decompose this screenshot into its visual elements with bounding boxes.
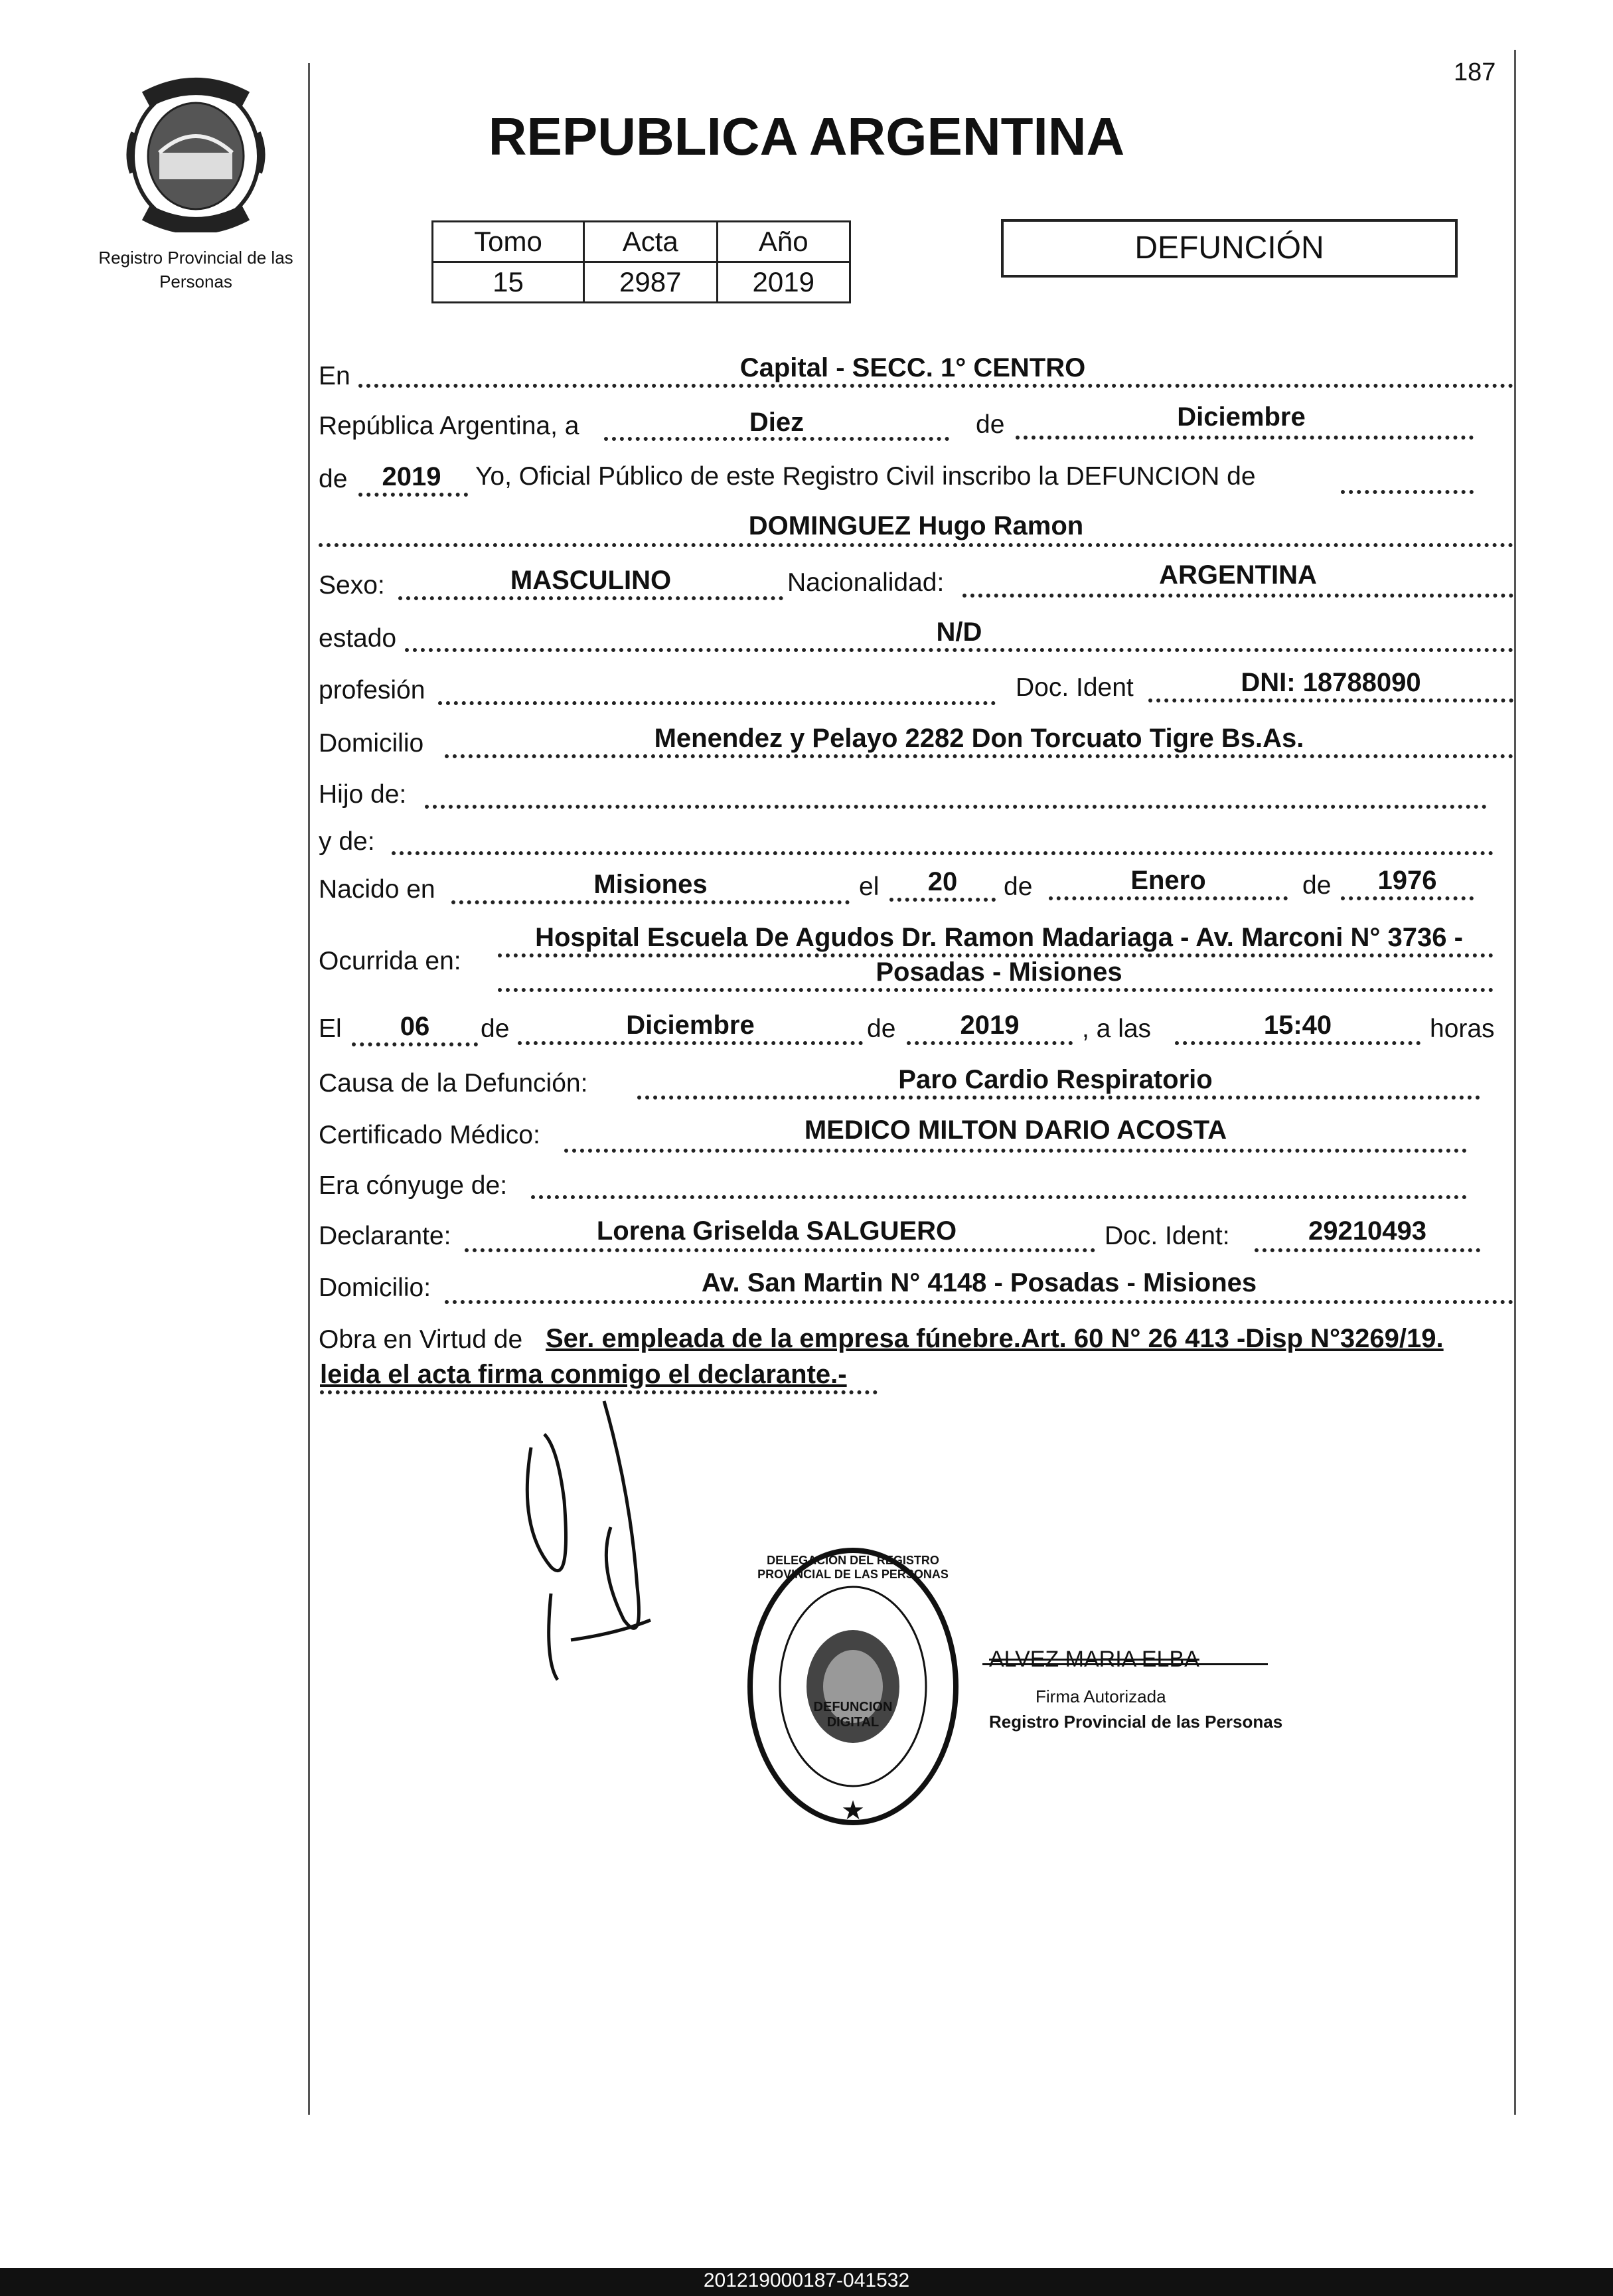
year-value: 2019: [382, 462, 441, 491]
month-value: Diciembre: [1177, 402, 1306, 432]
decl-doc-line: [1255, 1248, 1480, 1252]
obra-label: Obra en Virtud de: [319, 1325, 523, 1354]
ano-header: Año: [717, 222, 850, 262]
death-month-line: [518, 1041, 863, 1045]
de-label-2: de: [319, 465, 348, 493]
yde-label: y de:: [319, 827, 375, 856]
sexo-value: MASCULINO: [510, 566, 672, 595]
conyuge-line: [531, 1195, 1467, 1199]
decl-domicilio-value: Av. San Martin N° 4148 - Posadas - Misiones: [701, 1268, 1257, 1297]
profesion-label: profesión: [319, 676, 425, 704]
ocurrida-line-1: Hospital Escuela De Agudos Dr. Ramon Madariaga - Av. Marconi N° 3736 -: [535, 923, 1463, 952]
death-time-line: [1175, 1041, 1421, 1045]
de-label-6: de: [867, 1015, 896, 1043]
causa-value: Paro Cardio Respiratorio: [898, 1065, 1213, 1094]
domicilio-label: Domicilio: [319, 729, 424, 758]
certificado-value: MEDICO MILTON DARIO ACOSTA: [804, 1115, 1227, 1145]
ocurrida-label: Ocurrida en:: [319, 947, 461, 975]
ocurrida-dots-2: [498, 988, 1494, 992]
right-border-line: [1514, 50, 1516, 2115]
republica-label: República Argentina, a: [319, 412, 579, 440]
en-value: Capital - SECC. 1° CENTRO: [739, 353, 1086, 382]
hijo-label: Hijo de:: [319, 780, 407, 809]
left-border-line: [308, 63, 310, 2115]
ocurrida-line-2: Posadas - Misiones: [876, 957, 1122, 987]
causa-label: Causa de la Defunción:: [319, 1069, 588, 1098]
acta-value: 2987: [584, 262, 717, 303]
decl-domicilio-line: [445, 1300, 1513, 1304]
certificado-label: Certificado Médico:: [319, 1121, 540, 1149]
name-line: [319, 543, 1513, 547]
sexo-line: [398, 596, 783, 600]
birth-month-line: [1049, 896, 1288, 900]
stamp-official-name: ALVEZ MARIA ELBA: [989, 1647, 1199, 1672]
day-value: Diez: [749, 408, 805, 437]
alas-label: , a las: [1082, 1015, 1152, 1043]
statement-line: [1341, 490, 1474, 494]
decl-doc-label: Doc. Ident:: [1105, 1222, 1230, 1250]
footer-code: 201219000187-041532: [703, 2269, 910, 2291]
yde-line: [392, 851, 1494, 855]
obra-value: Ser. empleada de la empresa fúnebre.Art. 60 N° 26 413 -Disp N°3269/19.: [546, 1324, 1444, 1353]
causa-line: [637, 1096, 1480, 1100]
estado-line: [405, 648, 1513, 652]
doc-type: DEFUNCIÓN: [1134, 230, 1324, 266]
doc-type-box: [1001, 219, 1458, 278]
stamp-underline: [982, 1663, 1268, 1665]
de-label-5: de: [481, 1015, 510, 1043]
official-stamp: [743, 1540, 962, 1833]
stamp-firma-label: Firma Autorizada: [1036, 1686, 1166, 1706]
declarante-line: [465, 1248, 1095, 1252]
de-label-1: de: [976, 410, 1005, 439]
ano-value: 2019: [717, 262, 850, 303]
sexo-label: Sexo:: [319, 571, 385, 600]
leida-value: leida el acta firma conmigo el declarante.-: [320, 1360, 847, 1389]
tomo-header: Tomo: [433, 222, 584, 262]
death-month: Diciembre: [626, 1011, 755, 1040]
birth-day-line: [889, 898, 996, 902]
registry-name: Registro Provincial de las Personas: [98, 248, 293, 291]
birth-year-line: [1341, 896, 1474, 900]
acta-header: Acta: [584, 222, 717, 262]
nacionalidad-value: ARGENTINA: [1159, 560, 1317, 590]
provincial-seal: [119, 73, 272, 232]
page-title: REPUBLICA ARGENTINA: [488, 107, 1125, 166]
year-line: [358, 493, 468, 497]
nacido-label: Nacido en: [319, 875, 435, 904]
month-line: [1016, 436, 1474, 440]
docident-line: [1148, 698, 1513, 702]
el2-label: El: [319, 1015, 342, 1043]
signature: [511, 1394, 677, 1686]
de-label-4: de: [1302, 871, 1332, 900]
death-day: 06: [400, 1012, 430, 1041]
docident-label: Doc. Ident: [1016, 673, 1134, 702]
nacionalidad-label: Nacionalidad:: [787, 568, 945, 597]
decl-doc-value: 29210493: [1308, 1216, 1426, 1246]
conyuge-label: Era cónyuge de:: [319, 1171, 508, 1200]
el-label: el: [859, 872, 880, 901]
declarante-value: Lorena Griselda SALGUERO: [596, 1216, 957, 1246]
deceased-name: DOMINGUEZ Hugo Ramon: [748, 511, 1084, 540]
de-label-3: de: [1004, 872, 1033, 901]
en-line: [358, 384, 1513, 388]
estado-value: N/D: [936, 617, 982, 647]
docident-value: DNI: 18788090: [1241, 668, 1421, 697]
nacido-line: [451, 900, 850, 904]
hijo-line: [425, 805, 1487, 809]
stamp-registro-label: Registro Provincial de las Personas: [989, 1712, 1283, 1732]
domicilio-line: [445, 754, 1513, 758]
birth-day: 20: [927, 867, 958, 896]
death-time: 15:40: [1263, 1011, 1332, 1040]
horas-label: horas: [1430, 1015, 1495, 1043]
death-day-line: [352, 1042, 478, 1046]
stamp-inner-text: DEFUNCION DIGITAL: [813, 1700, 893, 1730]
domicilio-value: Menendez y Pelayo 2282 Don Torcuato Tigre Bs.As.: [654, 724, 1304, 753]
stamp-ring-text: DELEGACION DEL REGISTRO PROVINCIAL DE LAS PERSONAS: [757, 1554, 949, 1581]
certificado-line: [564, 1149, 1467, 1153]
nacido-value: Misiones: [593, 870, 708, 899]
estado-label: estado: [319, 624, 397, 653]
tomo-value: 15: [433, 262, 584, 303]
profesion-line: [438, 701, 996, 705]
page-number: 187: [1454, 58, 1496, 86]
death-year: 2019: [960, 1011, 1020, 1040]
registry-table: [431, 220, 851, 303]
death-year-line: [907, 1041, 1073, 1045]
declarante-label: Declarante:: [319, 1222, 451, 1250]
footer-bar: [0, 2268, 1613, 2296]
statement-text: Yo, Oficial Público de este Registro Civil inscribo la DEFUNCION de: [475, 462, 1256, 491]
en-label: En: [319, 362, 350, 390]
day-line: [604, 437, 949, 441]
svg-text:★: ★: [841, 1796, 865, 1825]
birth-month: Enero: [1130, 866, 1206, 895]
decl-domicilio-label: Domicilio:: [319, 1273, 431, 1302]
nacionalidad-line: [962, 594, 1513, 598]
birth-year: 1976: [1377, 866, 1437, 895]
